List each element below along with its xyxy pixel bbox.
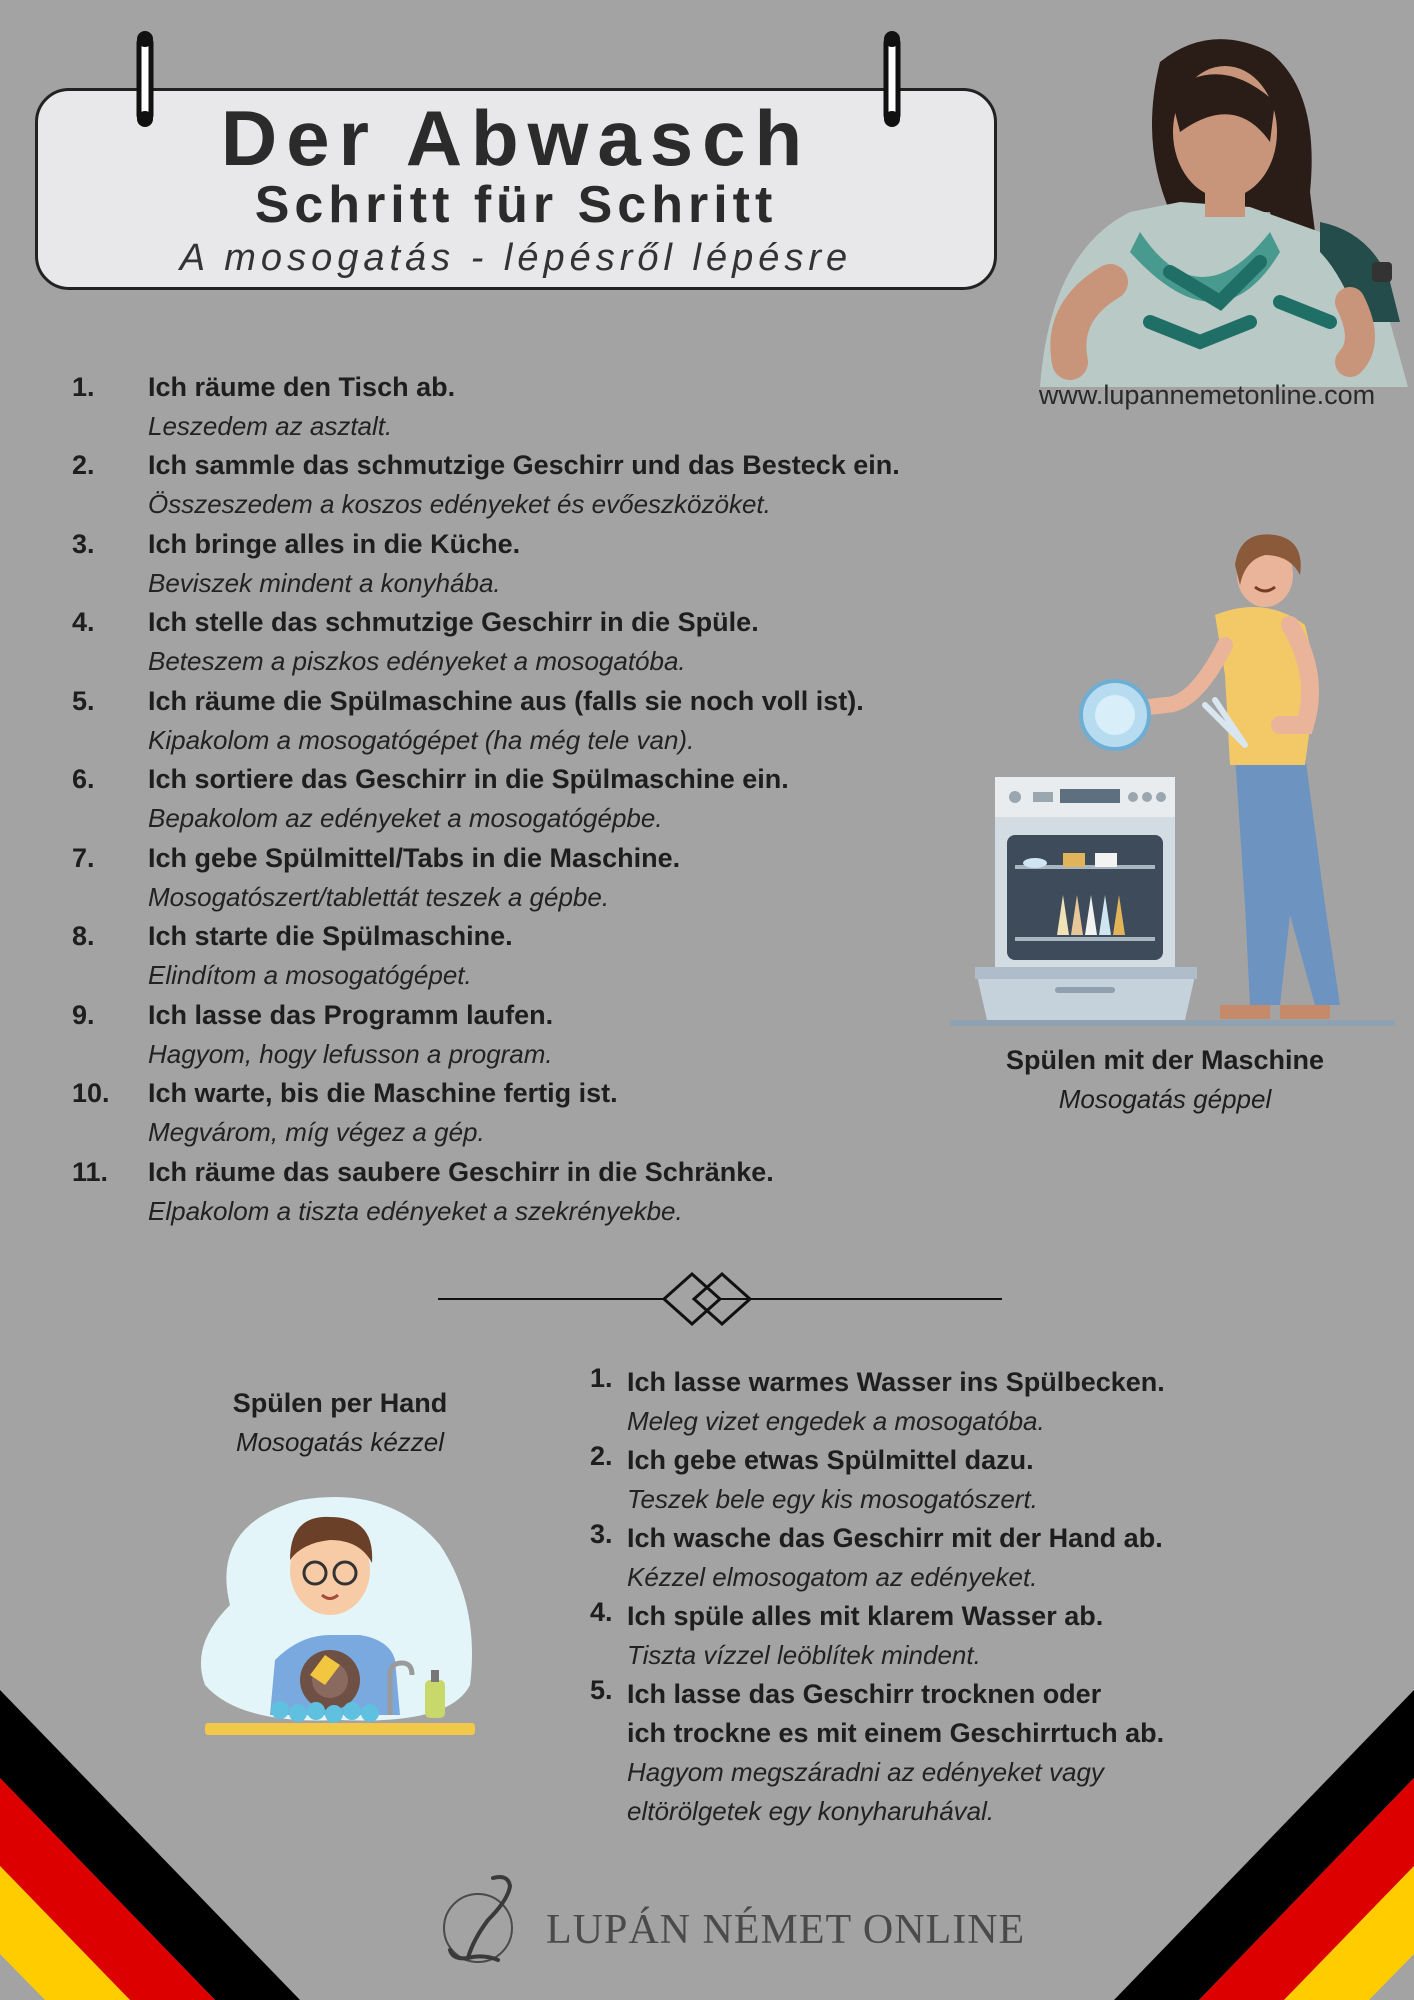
step-number: 1. [590,1363,613,1393]
step-number: 1. [72,372,95,402]
hand-caption-german: Spülen per Hand [232,1388,448,1418]
step-german: Ich lasse warmes Wasser ins Spülbecken. [627,1367,1165,1397]
step-number: 6. [72,764,95,794]
step-hungarian: Bepakolom az edényeket a mosogatógépbe. [148,803,663,833]
step-german: Ich räume das saubere Geschirr in die Schränke. [148,1157,774,1187]
step-number: 3. [72,529,95,559]
hand-caption [170,1388,510,1458]
step-german: Ich spüle alles mit klarem Wasser ab. [627,1601,1104,1631]
step-german: Ich gebe etwas Spülmittel dazu. [627,1445,1034,1475]
step-number: 9. [72,1000,95,1030]
step-number: 2. [590,1441,613,1471]
page-subtitle: Schritt für Schritt [254,176,778,234]
machine-caption [960,1045,1370,1115]
logo-monogram-icon [438,1870,528,1970]
step-german: Ich lasse das Programm laufen. [148,1000,554,1030]
step-german: Ich bringe alles in die Küche. [148,529,521,559]
ornamental-divider [438,1270,1002,1328]
brand-name: LUPÁN NÉMET ONLINE [546,1907,1026,1953]
dishwasher-person-illustration [945,525,1400,1035]
step-hungarian: Meleg vizet engedek a mosogatóba. [627,1406,1045,1436]
german-flag-ribbon-right [1094,1690,1414,2000]
step-hungarian: Kipakolom a mosogatógépet (ha még tele van). [148,725,695,755]
step-hungarian-line-2: eltörölgetek egy konyharuhával. [627,1796,995,1826]
step-hungarian: Beteszem a piszkos edényeket a mosogatóba. [148,646,686,676]
step-number: 2. [72,450,95,480]
step-number: 5. [590,1675,613,1705]
step-german: Ich räume die Spülmaschine aus (falls sie noch voll ist). [148,686,864,716]
step-hungarian: Elpakolom a tiszta edényeket a szekrényekbe. [148,1196,683,1226]
step-hungarian: Hagyom megszáradni az edényeket vagy [627,1757,1104,1787]
step-number: 8. [72,921,95,951]
step-hungarian: Megvárom, míg végez a gép. [148,1117,485,1147]
step-german: Ich gebe Spülmittel/Tabs in die Maschine. [148,843,681,873]
step-german: Ich warte, bis die Maschine fertig ist. [148,1078,618,1108]
german-flag-ribbon-left [0,1690,320,2000]
machine-caption-german: Spülen mit der Maschine [1005,1045,1325,1075]
step-hungarian: Összeszedem a koszos edényeket és evőeszközöket. [148,489,771,519]
step-number: 3. [590,1519,613,1549]
step-number: 4. [72,607,95,637]
brand-logo [438,1870,1026,1970]
machine-caption-hungarian: Mosogatás géppel [1058,1084,1272,1114]
teacher-portrait-photo [1020,22,1408,387]
step-number: 4. [590,1597,613,1627]
step-german: Ich starte die Spülmaschine. [148,921,513,951]
title-card [35,88,997,290]
step-hungarian: Tiszta vízzel leöblítek mindent. [627,1640,981,1670]
step-number: 7. [72,843,95,873]
step-hungarian: Leszedem az asztalt. [148,411,393,441]
step-hungarian: Kézzel elmosogatom az edényeket. [627,1562,1038,1592]
step-german: Ich räume den Tisch ab. [148,372,456,402]
step-hungarian: Mosogatószert/tablettát teszek a gépbe. [148,882,610,912]
step-german: Ich sammle das schmutzige Geschirr und das Besteck ein. [148,450,900,480]
step-hungarian: Elindítom a mosogatógépet. [148,960,472,990]
step-number: 5. [72,686,95,716]
step-number: 10. [72,1078,110,1108]
step-german: Ich stelle das schmutzige Geschirr in die Spüle. [148,607,759,637]
step-german: Ich sortiere das Geschirr in die Spülmaschine ein. [148,764,789,794]
step-hungarian: Beviszek mindent a konyhába. [148,568,501,598]
hand-caption-hungarian: Mosogatás kézzel [235,1427,445,1457]
step-hungarian: Teszek bele egy kis mosogatószert. [627,1484,1038,1514]
step-german: Ich lasse das Geschirr trocknen oder [627,1679,1102,1709]
page-subtitle-translation: A mosogatás - lépésről lépésre [179,237,853,279]
step-number: 11. [72,1157,109,1187]
step-german-line-2: ich trockne es mit einem Geschirrtuch ab. [627,1718,1165,1748]
page-title: Der Abwasch [220,94,812,182]
step-german: Ich wasche das Geschirr mit der Hand ab. [627,1523,1163,1553]
step-hungarian: Hagyom, hogy lefusson a program. [148,1039,553,1069]
website-url[interactable]: www.lupannemetonline.com [1038,380,1376,410]
